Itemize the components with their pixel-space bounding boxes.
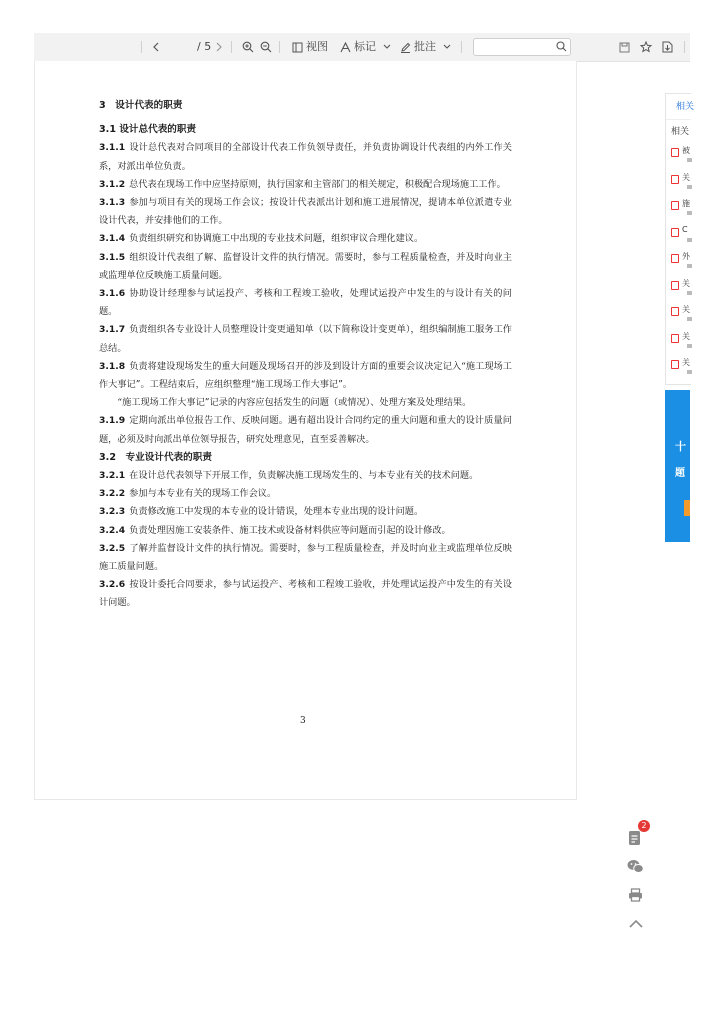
related-doc-meta [687,317,692,321]
clause-text: 了解并监督设计文件的执行情况。需要时，参与工程质量检查，并及时向业主或监理单位反映施工质量问题。 [99,542,512,573]
annotate-label: 批注 [414,40,436,53]
chevron-down-icon [383,44,391,50]
related-doc-title: 关 [682,305,690,314]
related-doc-item[interactable] [671,304,691,324]
clause [99,412,512,448]
banner-button[interactable] [684,500,690,516]
clause-text: 协助设计经理参与试运投产、考核和工程竣工验收，处理试运投产中发生的与设计有关的问题。 [99,288,512,318]
section-heading: 3.1 设计总代表的职责 [99,124,197,136]
related-doc-meta [687,158,692,162]
related-doc-item[interactable] [671,225,691,245]
toolbar-divider [279,41,280,53]
related-heading: 相关 [671,127,690,137]
notification-badge: 2 [638,820,650,832]
clause-number: 3.2.2 [99,488,126,500]
back-to-top-button[interactable] [624,912,648,936]
section-heading: 3.2 专业设计代表的职责 [99,451,212,463]
page-number: 3 [300,716,306,726]
pdf-icon [671,175,679,184]
toolbar-divider [141,41,142,53]
related-doc-item[interactable] [671,145,691,165]
toolbar-divider [231,41,232,53]
mark-label: 标记 [354,40,376,53]
toolbar-divider [684,41,685,53]
related-doc-meta [687,185,692,189]
clause-text: 负责修改施工中发现的本专业的设计错误，处理本专业出现的设计问题。 [129,506,424,518]
print-button[interactable] [624,883,648,907]
clause-number: 3.1.7 [99,324,126,336]
pdf-icon [671,307,679,316]
related-doc-title: 关 [682,172,690,182]
clause-number: 3.2.1 [99,470,126,482]
pdf-icon [671,254,679,263]
annotate-menu-button[interactable] [400,33,451,61]
export-button[interactable] [662,33,673,61]
star-icon [640,41,652,53]
pen-icon [400,42,411,53]
pdf-icon [671,360,679,369]
clause-number: 3.2.5 [99,542,126,554]
clause-text: 定期向派出单位报告工作、反映问题。遇有超出设计合同约定的重大问题和重大的设计质量问题，必须及时向派出单位领导报告，研究处理意见，直至妥善解决。 [99,415,512,445]
document-page [34,61,577,800]
pdf-icon [671,228,679,237]
clause [99,321,512,357]
view-menu-button[interactable] [292,33,328,61]
clause-text: 组织设计代表组了解、监督设计文件的执行情况。需要时，参与工程质量检查，并及时向业主或监理单位反映施工质量问题。 [99,251,512,281]
clause [99,522,512,540]
clause [99,540,512,576]
clause-number: 3.1.4 [99,233,126,245]
ad-banner[interactable] [665,390,690,542]
page-indicator: / 5 [197,40,212,53]
prev-page-button[interactable] [152,33,160,61]
clause-number: 3.1.6 [99,288,126,300]
related-doc-meta [687,264,692,268]
mark-menu-button[interactable] [340,33,391,61]
clause-text: 总代表在现场工作中应坚持原则，执行国家和主管部门的相关规定，积极配合现场施工工作。 [129,178,506,190]
clause [99,358,512,394]
clause-text: 负责组织各专业设计人员整理设计变更通知单（以下简称设计变更单），组织编制施工服务工作总结。 [99,324,512,354]
zoom-in-button[interactable] [242,33,254,61]
chevron-down-icon [443,44,451,50]
clause [99,503,512,521]
related-doc-item[interactable] [671,251,691,271]
chevron-right-icon [215,42,223,52]
related-doc-title: 关 [682,278,690,288]
related-doc-item[interactable] [671,357,691,377]
clause [99,467,512,485]
related-tab[interactable]: 相关 [666,94,691,120]
clause [99,576,512,612]
clause [99,285,512,321]
document-body [99,97,512,613]
clause-number: 3.1.1 [99,142,126,154]
paragraph: “施工现场工作大事记”记录的内容应包括发生的问题（或情况）、处理方案及处理结果。 [117,397,472,409]
clause-number: 3.1.8 [99,360,126,372]
zoom-in-icon [242,41,254,53]
clause-text: 负责处理因施工安装条件、施工技术或设备材料供应等问题而引起的设计修改。 [129,524,451,536]
related-doc-title: 施 [682,199,690,208]
wechat-icon [627,859,644,874]
related-doc-meta [687,238,692,242]
related-doc-meta [687,344,692,348]
clause [99,485,512,503]
doc-list-button[interactable] [624,821,648,850]
related-doc-title: C [682,224,688,234]
related-doc-meta [687,370,692,374]
save-button[interactable] [619,33,630,61]
favorite-button[interactable] [640,33,652,61]
clause-number: 3.2.4 [99,524,126,536]
clause-number: 3.2.6 [99,579,126,591]
related-doc-title: 被 [682,146,690,155]
clause-text: 参加与项目有关的现场工作会议；按设计代表派出计划和施工进展情况，提请本单位派遣专业设计代表，并安排他们的工作。 [99,197,512,227]
text-mark-icon [340,42,351,53]
banner-text: 题 [675,468,685,479]
zoom-out-icon [260,41,272,53]
clause [99,194,512,230]
pdf-icon [671,148,679,157]
related-docs-panel [665,93,695,385]
wechat-share-button[interactable] [624,855,648,879]
chevron-up-icon [629,919,643,928]
pdf-icon [671,281,679,290]
clause-text: 设计总代表对合同项目的全部设计代表工作负领导责任，并负责协调设计代表组的内外工作关系，对派出单位负责。 [99,142,512,172]
document-export-icon [662,41,673,53]
clause-number: 3.2.3 [99,506,126,518]
toolbar-divider [461,41,462,53]
related-doc-title: 关 [682,358,690,367]
search-icon[interactable] [556,41,567,52]
clause-number: 3.1.3 [99,197,126,209]
related-doc-meta [687,211,692,215]
clause-number: 3.1.2 [99,178,126,190]
chevron-left-icon [152,42,160,52]
related-doc-meta [687,291,692,295]
viewer-toolbar [34,33,690,62]
clause-text: 按设计委托合同要求，参与试运投产、考核和工程竣工验收，并处理试运投产中发生的有关设计问题。 [99,579,512,609]
save-icon [619,42,630,53]
clause-text: 在设计总代表领导下开展工作，负责解决施工现场发生的、与本专业有关的技术问题。 [129,470,479,482]
document-icon [628,830,642,846]
pdf-icon [671,334,679,343]
pdf-icon [671,201,679,210]
related-doc-item[interactable] [671,172,691,192]
clause-number: 3.1.9 [99,415,126,427]
clause [99,249,512,285]
related-doc-item[interactable] [671,278,691,298]
clause [99,230,512,248]
related-doc-title: 关 [682,331,690,341]
banner-text: 十 [675,440,686,453]
search-input[interactable] [474,47,558,61]
clause [99,139,512,175]
zoom-out-button[interactable] [260,33,272,61]
related-doc-item[interactable] [671,331,691,351]
related-doc-title: 外 [682,252,690,261]
view-label: 视图 [306,40,328,53]
related-doc-item[interactable] [671,198,691,218]
view-icon [292,42,303,53]
print-icon [628,888,643,902]
clause-text: 负责组织研究和协调施工中出现的专业技术问题，组织审议合理化建议。 [129,233,424,245]
search-box[interactable] [473,38,571,56]
clause-number: 3.1.5 [99,251,126,263]
clause-text: 负责将建设现场发生的重大问题及现场召开的涉及到设计方面的重要会议决定记入“施工现场工作大事记”。工程结束后，应组织整理“施工现场工作大事记”。 [99,360,512,391]
clause-text: 参加与本专业有关的现场工作会议。 [129,488,277,500]
chapter-heading: 3 设计代表的职责 [99,100,183,111]
clause [99,176,512,194]
next-page-button[interactable] [215,33,223,61]
